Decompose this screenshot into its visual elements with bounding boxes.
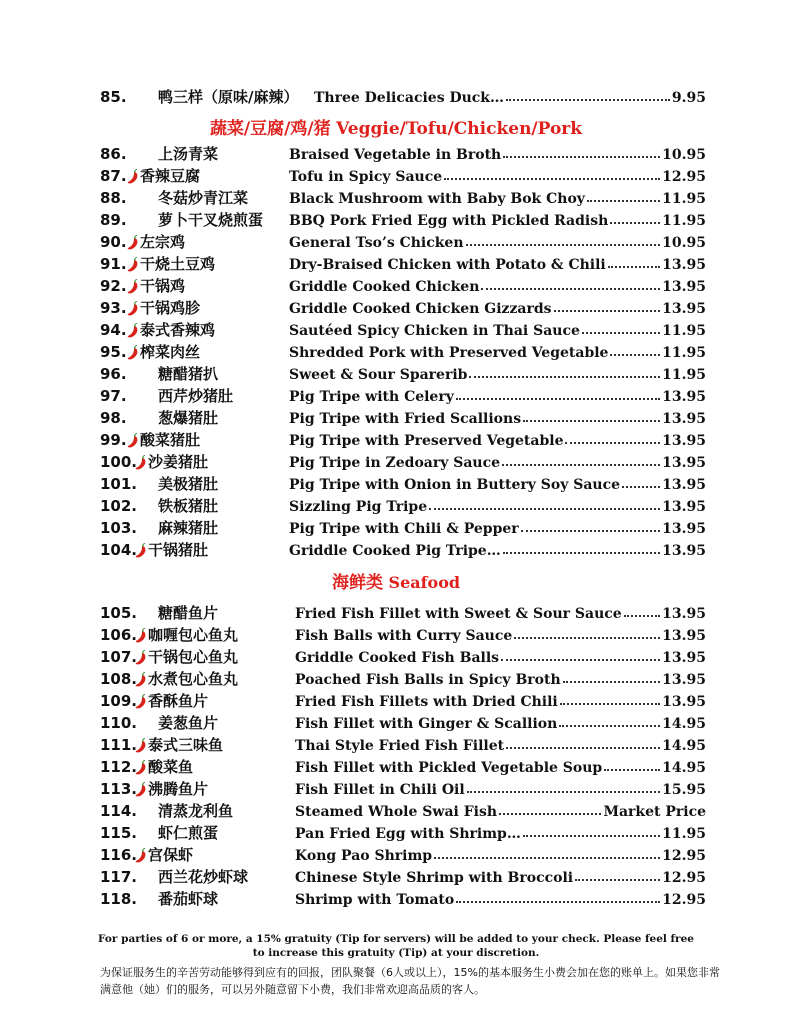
menu-item (0, 668, 792, 690)
item-name-cn: 榨菜肉丝 (140, 343, 201, 361)
item-number: 104. (100, 541, 138, 559)
chili-pepper-icon (126, 300, 140, 316)
item-name-en: Fried Fish Fillets with Dried Chili (295, 694, 558, 710)
item-description (289, 231, 706, 254)
menu-item (0, 209, 792, 231)
item-name-cn: 铁板猪肚 (158, 497, 219, 515)
item-price: 13.95 (662, 257, 706, 273)
item-number: 86. (100, 145, 127, 163)
item-number: 87. (100, 167, 127, 185)
item-name-en: Griddle Cooked Chicken (289, 279, 480, 295)
item-description (289, 539, 706, 562)
item-number: 96. (100, 365, 127, 383)
item-price: 10.95 (662, 235, 706, 251)
dot-leader (466, 230, 661, 246)
item-description (289, 341, 706, 364)
dot-leader (514, 623, 660, 639)
chili-pepper-icon (126, 168, 140, 184)
item-number: 93. (100, 299, 127, 317)
chili-pepper-icon (134, 759, 148, 775)
menu-item (0, 363, 792, 385)
menu-item (0, 495, 792, 517)
item-price: 14.95 (662, 760, 706, 776)
item-number: 118. (100, 890, 138, 908)
menu-item (0, 407, 792, 429)
menu-item (0, 253, 792, 275)
item-name-cn: 西芹炒猪肚 (158, 387, 234, 405)
item-name-en: Pig Tripe in Zedoary Sauce (289, 455, 501, 471)
item-description (289, 165, 706, 188)
item-name-cn: 姜葱鱼片 (158, 714, 219, 732)
dot-leader (506, 85, 670, 101)
section-title-cn: 蔬菜/豆腐/鸡/猪 (209, 119, 331, 139)
item-number: 110. (100, 714, 138, 732)
menu-item (0, 429, 792, 451)
dot-leader (456, 887, 660, 903)
item-number: 90. (100, 233, 127, 251)
item-price: 13.95 (662, 499, 706, 515)
item-price: 14.95 (662, 716, 706, 732)
item-description (295, 778, 706, 801)
item-price: 13.95 (662, 455, 706, 471)
item-price: 11.95 (662, 345, 706, 361)
dot-leader (481, 274, 660, 290)
menu-item (0, 86, 792, 108)
item-description (289, 495, 706, 518)
item-price: 12.95 (662, 848, 706, 864)
item-price: 15.95 (662, 782, 706, 798)
dot-leader (506, 733, 660, 749)
menu-item (0, 385, 792, 407)
item-price: 13.95 (662, 628, 706, 644)
menu-item (0, 624, 792, 646)
item-number: 109. (100, 692, 138, 710)
menu-item (0, 712, 792, 734)
item-name-en: Shrimp with Tomato (295, 892, 455, 908)
menu-item (0, 143, 792, 165)
item-name-en: Fish Fillet with Ginger & Scallion (295, 716, 558, 732)
item-name-en: Pig Tripe with Preserved Vegetable (289, 433, 564, 449)
item-description (295, 888, 706, 911)
item-name-cn: 干烧土豆鸡 (140, 255, 216, 273)
item-description (289, 363, 706, 386)
dot-leader (499, 799, 601, 815)
item-number: 101. (100, 475, 138, 493)
item-description (295, 844, 706, 867)
item-name-en: General Tso’s Chicken (289, 235, 464, 251)
item-description (289, 517, 706, 540)
item-price: 13.95 (662, 477, 706, 493)
item-price: 13.95 (662, 301, 706, 317)
dot-leader (604, 755, 660, 771)
chili-pepper-icon (134, 737, 148, 753)
item-name-en: Pig Tripe with Celery (289, 389, 454, 405)
item-name-en: Griddle Cooked Chicken Gizzards (289, 301, 552, 317)
dot-leader (501, 645, 660, 661)
item-name-en: Dry-Braised Chicken with Potato & Chili (289, 257, 606, 273)
item-name-cn: 沸腾鱼片 (148, 780, 209, 798)
menu-item (0, 341, 792, 363)
menu-item (0, 319, 792, 341)
dot-leader (610, 340, 660, 356)
item-description (295, 734, 706, 757)
dot-leader (563, 667, 661, 683)
dot-leader (444, 164, 660, 180)
item-name-cn: 糖醋猪扒 (158, 365, 219, 383)
item-number: 117. (100, 868, 138, 886)
item-name-cn: 番茄虾球 (158, 890, 219, 908)
dot-leader (456, 384, 660, 400)
item-price: 13.95 (662, 543, 706, 559)
dot-leader (503, 142, 660, 158)
menu-item (0, 844, 792, 866)
item-number: 113. (100, 780, 138, 798)
item-price: 13.95 (662, 521, 706, 537)
item-name-cn: 冬菇炒青江菜 (158, 189, 249, 207)
chili-pepper-icon (134, 693, 148, 709)
item-name-cn: 咖喱包心鱼丸 (148, 626, 239, 644)
item-name-en: Sweet & Sour Sparerib (289, 367, 468, 383)
item-number: 111. (100, 736, 138, 754)
item-name-en: Thai Style Fried Fish Fillet (295, 738, 505, 754)
item-number: 103. (100, 519, 138, 537)
item-name-en: Griddle Cooked Pig Tripe… (289, 543, 501, 559)
item-number: 107. (100, 648, 138, 666)
chili-pepper-icon (126, 256, 140, 272)
dot-leader (502, 450, 660, 466)
item-number: 102. (100, 497, 138, 515)
chili-pepper-icon (126, 344, 140, 360)
item-name-en: Braised Vegetable in Broth (289, 147, 502, 163)
item-description (289, 187, 706, 210)
dot-leader (429, 494, 660, 510)
item-name-cn: 宫保虾 (148, 846, 194, 864)
item-price: 13.95 (662, 389, 706, 405)
section-title-en: Veggie/Tofu/Chicken/Pork (336, 119, 583, 139)
menu-item (0, 866, 792, 888)
item-number: 98. (100, 409, 127, 427)
item-name-cn: 泰式香辣鸡 (140, 321, 216, 339)
item-description (289, 253, 706, 276)
item-description (295, 712, 706, 735)
item-name-cn: 香辣豆腐 (140, 167, 201, 185)
item-name-cn: 干锅猪肚 (148, 541, 209, 559)
item-name-cn: 糖醋鱼片 (158, 604, 219, 622)
item-name-en: Steamed Whole Swai Fish (295, 804, 498, 820)
item-description (295, 624, 706, 647)
item-price: 13.95 (662, 411, 706, 427)
item-description (295, 602, 706, 625)
section-heading-veggie (0, 114, 792, 139)
item-price: 13.95 (662, 672, 706, 688)
item-number: 115. (100, 824, 138, 842)
item-description (289, 143, 706, 166)
dot-leader (622, 472, 660, 488)
menu-item (0, 690, 792, 712)
dot-leader (575, 865, 660, 881)
item-price: 13.95 (662, 606, 706, 622)
chili-pepper-icon (134, 627, 148, 643)
dot-leader (523, 821, 660, 837)
item-price: Market Price (603, 804, 706, 820)
item-number: 106. (100, 626, 138, 644)
menu-item (0, 165, 792, 187)
item-description (289, 209, 706, 232)
item-name-en: Pig Tripe with Onion in Buttery Soy Sauce (289, 477, 621, 493)
item-name-en: Fried Fish Fillet with Sweet & Sour Sauce (295, 606, 622, 622)
chili-pepper-icon (126, 322, 140, 338)
menu-item (0, 517, 792, 539)
item-name-cn: 香酥鱼片 (148, 692, 209, 710)
item-name-cn: 干锅包心鱼丸 (148, 648, 239, 666)
item-price: 10.95 (662, 147, 706, 163)
item-name-en: Sizzling Pig Tripe (289, 499, 428, 515)
item-description (295, 646, 706, 669)
dot-leader (559, 711, 660, 727)
item-name-cn: 美极猪肚 (158, 475, 219, 493)
chili-pepper-icon (126, 278, 140, 294)
item-number: 114. (100, 802, 138, 820)
item-name-cn: 干锅鸡胗 (140, 299, 201, 317)
item-name-cn: 泰式三味鱼 (148, 736, 224, 754)
item-name-en: Sautéed Spicy Chicken in Thai Sauce (289, 323, 580, 339)
chili-pepper-icon (134, 671, 148, 687)
item-number: 92. (100, 277, 127, 295)
item-name-en: Chinese Style Shrimp with Broccoli (295, 870, 574, 886)
chili-pepper-icon (126, 432, 140, 448)
item-price: 12.95 (662, 892, 706, 908)
item-number: 108. (100, 670, 138, 688)
item-name-en: Pan Fried Egg with Shrimp… (295, 826, 521, 842)
dot-leader (434, 843, 660, 859)
item-number: 94. (100, 321, 127, 339)
section-title-en: Seafood (388, 573, 461, 592)
dot-leader (469, 362, 660, 378)
dot-leader (582, 318, 660, 334)
item-description (295, 866, 706, 889)
item-number: 99. (100, 431, 127, 449)
item-description (289, 429, 706, 452)
item-name-en: Fish Balls with Curry Sauce (295, 628, 513, 644)
menu-item (0, 187, 792, 209)
item-price: 11.95 (662, 826, 706, 842)
item-name-en: BBQ Pork Fried Egg with Pickled Radish (289, 213, 609, 229)
menu-item (0, 602, 792, 624)
dot-leader (587, 186, 660, 202)
item-name-cn: 干锅鸡 (140, 277, 186, 295)
menu-item (0, 800, 792, 822)
chili-pepper-icon (134, 781, 148, 797)
item-name-cn: 麻辣猪肚 (158, 519, 219, 537)
item-name-cn: 水煮包心鱼丸 (148, 670, 239, 688)
item-number: 105. (100, 604, 138, 622)
item-number: 88. (100, 189, 127, 207)
gratuity-notice-cn: 为保证服务生的辛苦劳动能够得到应有的回报，团队聚餐（6人或以上），15%的基本服务生小费会加在您的账单上。如果您非常满意他（她）们的服务，可以另外随意留下小费，我们非常欢迎高品质的客人。 (100, 966, 720, 996)
item-number: 97. (100, 387, 127, 405)
item-name-cn: 葱爆猪肚 (158, 409, 219, 427)
dot-leader (503, 538, 660, 554)
dot-leader (565, 428, 660, 444)
item-number: 91. (100, 255, 127, 273)
item-price: 13.95 (662, 694, 706, 710)
section-title-cn: 海鲜类 (331, 573, 383, 593)
item-name-en: Fish Fillet with Pickled Vegetable Soup (295, 760, 603, 776)
menu-item (0, 756, 792, 778)
menu-item (0, 231, 792, 253)
menu-item (0, 275, 792, 297)
item-name-cn: 上汤青菜 (158, 145, 219, 163)
dot-leader (521, 516, 661, 532)
item-description (289, 473, 706, 496)
dot-leader (523, 406, 660, 422)
menu-item (0, 297, 792, 319)
item-price: 13.95 (662, 433, 706, 449)
item-name-en: Poached Fish Balls in Spicy Broth (295, 672, 561, 688)
item-name-en: Fish Fillet in Chili Oil (295, 782, 465, 798)
item-name-cn: 虾仁煎蛋 (158, 824, 219, 842)
item-name-en: Shredded Pork with Preserved Vegetable (289, 345, 609, 361)
item-price: 11.95 (662, 323, 706, 339)
dot-leader (608, 252, 660, 268)
dot-leader (467, 777, 660, 793)
item-name-cn: 萝卜干叉烧煎蛋 (158, 211, 264, 229)
item-number: 95. (100, 343, 127, 361)
item-price: 14.95 (662, 738, 706, 754)
item-description (289, 275, 706, 298)
dot-leader (610, 208, 660, 224)
item-name-cn: 清蒸龙利鱼 (158, 802, 234, 820)
item-description (289, 385, 706, 408)
item-number: 100. (100, 453, 138, 471)
menu-item (0, 451, 792, 473)
item-price: 13.95 (662, 279, 706, 295)
item-price: 11.95 (662, 213, 706, 229)
item-description (289, 297, 706, 320)
chili-pepper-icon (126, 234, 140, 250)
dot-leader (560, 689, 660, 705)
item-number: 89. (100, 211, 127, 229)
item-name-cn: 酸菜鱼 (148, 758, 194, 776)
gratuity-notice-en: For parties of 6 or more, a 15% gratuity (Tip for servers) will be added to your check. Please feel free to increase this gratuity (Tip) at your discretion. (98, 933, 694, 959)
chili-pepper-icon (134, 542, 148, 558)
section-heading-seafood (0, 568, 792, 593)
item-description (295, 756, 706, 779)
item-price: 12.95 (662, 169, 706, 185)
item-name-en: Kong Pao Shrimp (295, 848, 433, 864)
item-name-cn: 鸭三样（原味/麻辣） (158, 88, 299, 106)
item-price: 9.95 (671, 90, 706, 106)
item-name-cn: 西兰花炒虾球 (158, 868, 249, 886)
item-number: 112. (100, 758, 138, 776)
item-description (289, 319, 706, 342)
item-description (295, 800, 706, 823)
item-price: 11.95 (662, 191, 706, 207)
item-description (295, 822, 706, 845)
item-number: 85. (100, 88, 127, 106)
item-name-cn: 沙姜猪肚 (148, 453, 209, 471)
item-name-en: Tofu in Spicy Sauce (289, 169, 443, 185)
item-description (314, 86, 706, 109)
item-name-en: Griddle Cooked Fish Balls (295, 650, 500, 666)
item-name-en: Pig Tripe with Chili & Pepper (289, 521, 519, 537)
item-description (289, 451, 706, 474)
item-price: 13.95 (662, 650, 706, 666)
menu-item (0, 539, 792, 561)
chili-pepper-icon (134, 454, 148, 470)
item-name-en: Black Mushroom with Baby Bok Choy (289, 191, 585, 207)
item-name-en: Pig Tripe with Fried Scallions (289, 411, 522, 427)
item-name-cn: 左宗鸡 (140, 233, 186, 251)
item-description (295, 668, 706, 691)
item-number: 116. (100, 846, 138, 864)
menu-item (0, 888, 792, 910)
menu-item (0, 822, 792, 844)
chili-pepper-icon (134, 649, 148, 665)
item-name-en: Three Delicacies Duck… (314, 90, 504, 106)
menu-item (0, 646, 792, 668)
item-name-cn: 酸菜猪肚 (140, 431, 201, 449)
chili-pepper-icon (134, 847, 148, 863)
dot-leader (624, 601, 660, 617)
menu-item (0, 734, 792, 756)
menu-item (0, 778, 792, 800)
dot-leader (554, 296, 661, 312)
item-price: 11.95 (662, 367, 706, 383)
item-description (295, 690, 706, 713)
item-description (289, 407, 706, 430)
item-price: 12.95 (662, 870, 706, 886)
menu-item (0, 473, 792, 495)
